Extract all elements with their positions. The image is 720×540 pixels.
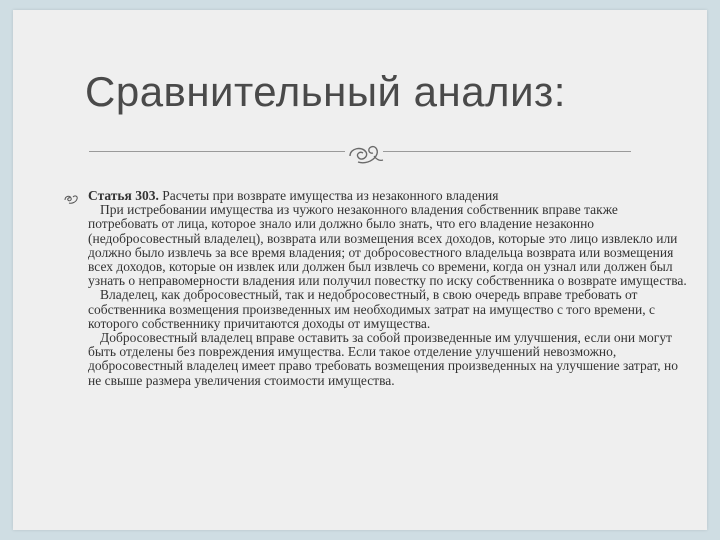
- slide-title: Сравнительный анализ:: [85, 68, 566, 115]
- title-divider-right: [383, 151, 631, 152]
- paragraph-2: Владелец, как добросовестный, так и недобросовестный, в свою очередь вправе требовать от собственника возмещения произведенных им необходимых затрат на имущество с того времени, с которого собственнику причитаются доходы от имущества.: [88, 287, 655, 331]
- paragraph-3: Добросовестный владелец вправе оставить за собой произведенные им улучшения, если они могут быть отделены без повреждения имущества. Если такое отделение улучшений невозможно, добросовестный владелец имеет право требовать возмещения произведенных на улучшение затрат, но не свыше размера увеличения стоимости имущества.: [88, 330, 678, 388]
- scroll-bullet-icon: [64, 194, 78, 204]
- paragraph-1: При истребовании имущества из чужого незаконного владения собственник вправе также потребовать от лица, которое знало или должно было знать, что его владение незаконно (недобросовестный владелец), возврата или возмещения всех доходов, которые это лицо извлекло или должно было извлечь за все время владения; от добросовестного владельца возврата или возмещения всех доходов, которые он извлек или должен был извлечь со времени, когда он узнал или должен был узнать о неправомерности владения или получил повестку по иску собственника о возврате имущества.: [88, 202, 687, 289]
- decorative-scroll-ornament-icon: [346, 142, 384, 166]
- article-text: [88, 189, 688, 388]
- slide: [13, 10, 707, 530]
- article-heading-text: Расчеты при возврате имущества из незаконного владения: [158, 188, 499, 203]
- article-number: Статья 303.: [88, 188, 159, 203]
- article-heading: [88, 189, 688, 203]
- title-divider-left: [89, 151, 345, 152]
